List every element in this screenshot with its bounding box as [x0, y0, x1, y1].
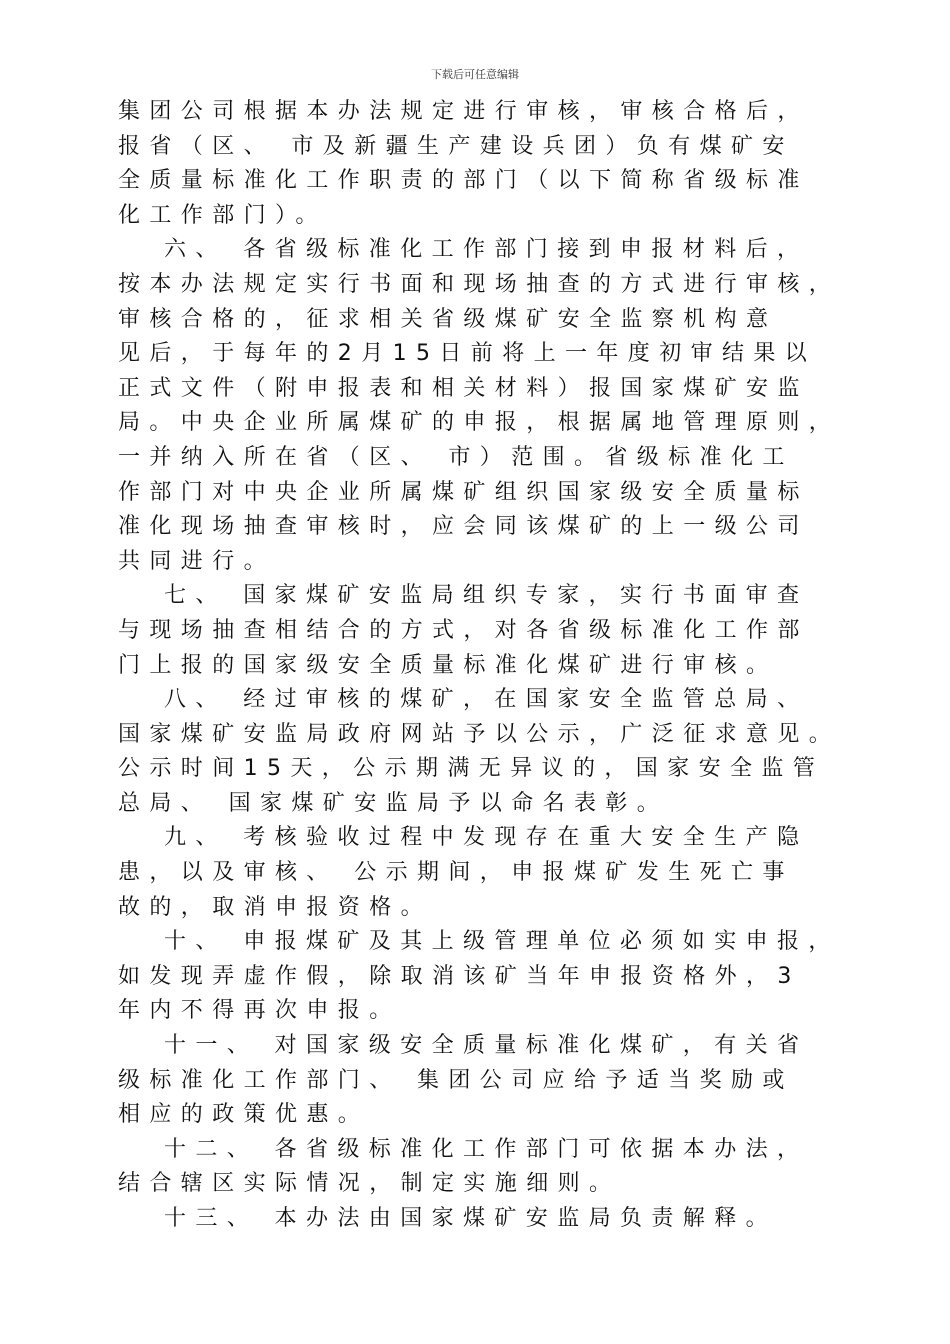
- text-line: 局。中央企业所属煤矿的申报，根据属地管理原则，: [118, 410, 841, 436]
- text-line: 集团公司根据本办法规定进行审核，审核合格后，: [118, 99, 809, 124]
- text-line: 共同进行。: [118, 548, 276, 574]
- text-line: 按本办法规定实行书面和现场抽查的方式进行审核，: [118, 271, 841, 297]
- text-line: 审核合格的，征求相关省级煤矿安全监察机构意: [118, 306, 778, 332]
- text-line: 级标准化工作部门、 集团公司应给予适当奖励或: [118, 1067, 794, 1093]
- text-line: 门上报的国家级安全质量标准化煤矿进行审核。: [118, 652, 778, 678]
- text-line: 故的，取消申报资格。: [118, 894, 433, 920]
- text-line: 准化现场抽查审核时，应会同该煤矿的上一级公司: [118, 514, 809, 540]
- text-line: 国家煤矿安监局政府网站予以公示，广泛征求意见。: [118, 721, 841, 747]
- paragraph-start-7: 七、 国家煤矿安监局组织专家，实行书面审查: [164, 583, 809, 609]
- text-line: 报省（区、 市及新疆生产建设兵团）负有煤矿安: [118, 133, 794, 159]
- page-header: 下载后可任意编辑: [431, 68, 519, 81]
- paragraph-start-12: 十二、 各省级标准化工作部门可依据本办法，: [164, 1136, 809, 1162]
- paragraph-start-10: 十、 申报煤矿及其上级管理单位必须如实申报，: [164, 929, 840, 955]
- text-line: 患，以及审核、 公示期间，申报煤矿发生死亡事: [118, 860, 794, 886]
- text-line: 一并纳入所在省（区、 市）范围。省级标准化工: [118, 444, 794, 470]
- text-line: 与现场抽查相结合的方式，对各省级标准化工作部: [118, 617, 809, 643]
- text-line: 相应的政策优惠。: [118, 1102, 370, 1128]
- text-line: 正式文件（附申报表和相关材料）报国家煤矿安监: [118, 375, 809, 401]
- paragraph-start-11: 十一、 对国家级安全质量标准化煤矿，有关省: [164, 1033, 809, 1059]
- paragraph-start-9: 九、 考核验收过程中发现存在重大安全生产隐: [164, 825, 809, 851]
- paragraph-start-13: 十三、 本办法由国家煤矿安监局负责解释。: [164, 1206, 777, 1231]
- text-line: 如发现弄虚作假，除取消该矿当年申报资格外，3: [118, 963, 801, 989]
- paragraph-start-6: 六、 各省级标准化工作部门接到申报材料后，: [164, 237, 809, 263]
- text-line: 全质量标准化工作职责的部门（以下简称省级标准: [118, 168, 809, 194]
- text-line: 见后，于每年的2月15日前将上一年度初审结果以: [118, 341, 817, 367]
- text-line: 结合辖区实际情况，制定实施细则。: [118, 1171, 621, 1197]
- text-line: 年内不得再次申报。: [118, 998, 401, 1024]
- body-text: [118, 95, 878, 1237]
- text-line: 总局、 国家煤矿安监局予以命名表彰。: [118, 790, 669, 816]
- text-line: 化工作部门）。: [118, 202, 327, 228]
- paragraph-start-8: 八、 经过审核的煤矿，在国家安全监管总局、: [164, 687, 809, 713]
- text-line: 公示时间15天，公示期满无异议的，国家安全监管: [118, 756, 825, 782]
- text-line: 作部门对中央企业所属煤矿组织国家级安全质量标: [118, 479, 809, 505]
